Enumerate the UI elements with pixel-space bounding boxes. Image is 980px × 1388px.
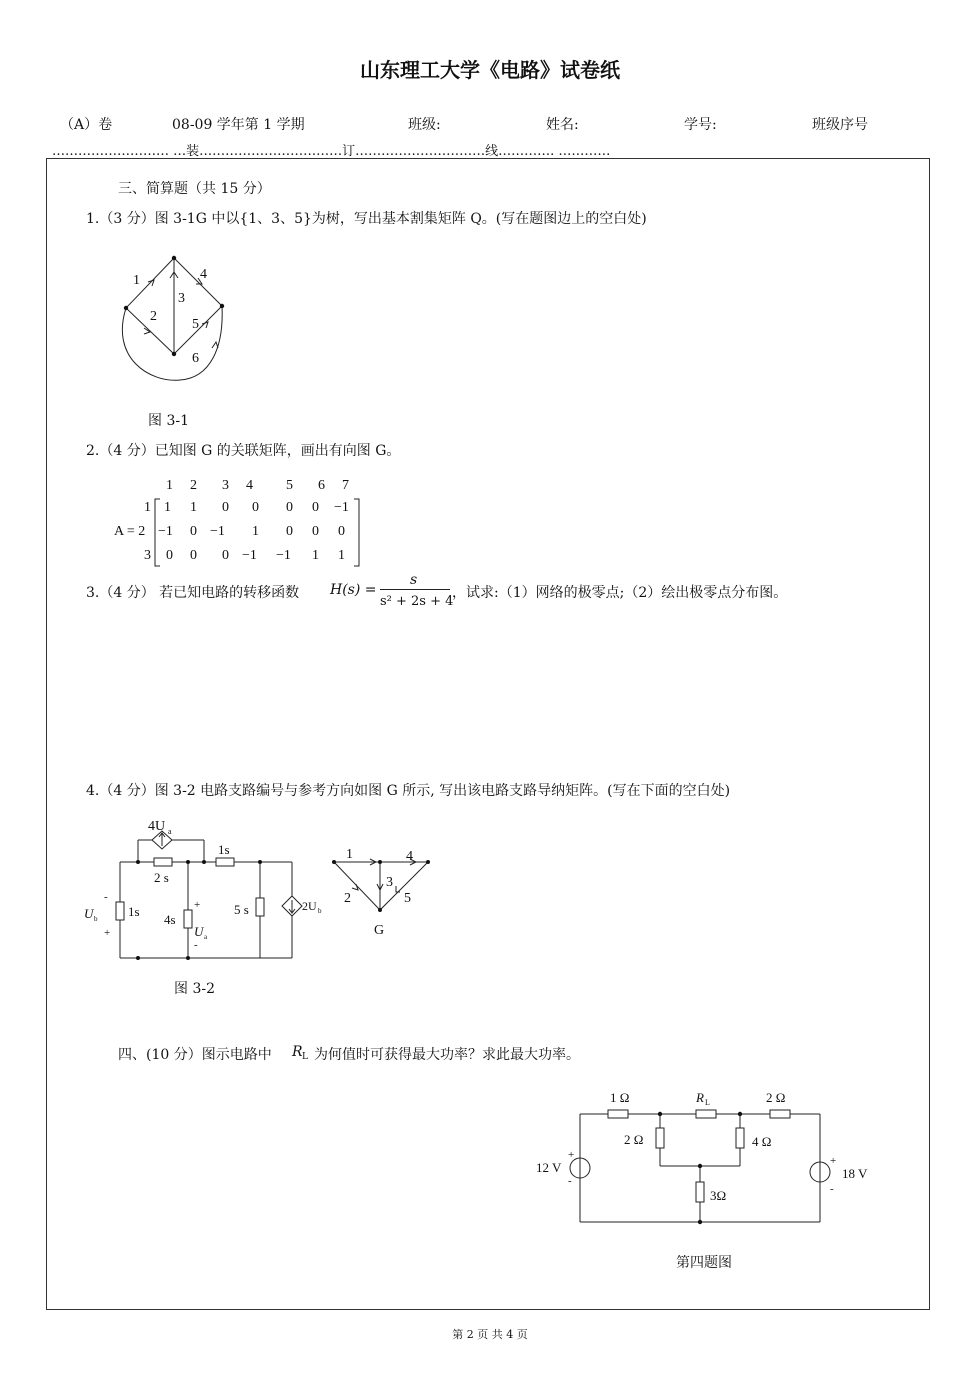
edge-label-1: 1 <box>133 273 140 288</box>
matrix-row-label-1: 1 <box>144 500 151 515</box>
figure-3-1 <box>110 248 240 388</box>
section4-rl-sub: L <box>302 1052 308 1062</box>
resistor-4s-label: 4s <box>164 912 176 927</box>
student-id-field: 学号: <box>684 117 717 133</box>
figure-3-1-caption: 图 3-1 <box>148 413 189 429</box>
ub-minus: - <box>104 891 108 903</box>
graph-g-edge-5: 5 <box>404 891 411 906</box>
graph-g-edge-1: 1 <box>346 847 353 862</box>
cell-3-3: 0 <box>222 548 229 563</box>
transfer-numerator: s <box>410 572 418 588</box>
source-12v-label: 12 V <box>536 1160 562 1175</box>
voltage-ub-sub: b <box>94 915 98 923</box>
question-3-suffix: ，试求:（1）网络的极零点;（2）绘出极零点分布图。 <box>452 585 788 601</box>
graph-g-caption: G <box>374 923 385 938</box>
source-2ub-label: 2U <box>302 899 317 913</box>
matrix-col-3: 3 <box>222 478 229 493</box>
cell-3-7: 1 <box>338 548 345 563</box>
transfer-function-label: H(s) = <box>330 582 377 598</box>
resistor-5s-label: 5 s <box>234 902 249 917</box>
paper-label: （A）卷 <box>60 117 113 133</box>
section4-heading-suffix: 为何值时可获得最大功率？求此最大功率。 <box>314 1047 580 1063</box>
matrix-col-6: 6 <box>318 478 325 493</box>
section4-rl: R <box>292 1044 303 1060</box>
seat-number-field: 班级序号 <box>812 117 868 133</box>
cell-1-4: 0 <box>252 500 259 515</box>
edge-label-3: 3 <box>178 291 185 306</box>
fraction-bar <box>380 589 450 590</box>
matrix-name: A = 2 <box>114 524 146 539</box>
cell-1-7: −1 <box>334 500 349 515</box>
ub-plus: + <box>104 927 111 939</box>
ua-plus: + <box>194 899 201 911</box>
ua-minus: - <box>194 939 198 951</box>
matrix-col-7: 7 <box>342 478 349 493</box>
cell-2-6: 0 <box>312 524 319 539</box>
cell-1-5: 0 <box>286 500 293 515</box>
matrix-col-2: 2 <box>190 478 197 493</box>
graph-g-edge-3: 3 <box>386 875 393 890</box>
source-18v-plus: + <box>830 1155 837 1167</box>
term-label: 08-09 学年第 1 学期 <box>172 117 305 133</box>
matrix-col-5: 5 <box>286 478 293 493</box>
question-1: 1.（3 分）图 3-1G 中以{1、3、5}为树，写出基本割集矩阵 Q。(写在题图边上的空白处) <box>86 211 647 227</box>
graph-g-edge-2: 2 <box>344 891 351 906</box>
source-2ub-sub: b <box>318 907 322 915</box>
page-title: 山东理工大学《电路》试卷纸 <box>360 58 620 82</box>
matrix-col-4: 4 <box>246 478 253 493</box>
source-12v-minus: - <box>568 1175 572 1187</box>
cell-3-1: 0 <box>166 548 173 563</box>
edge-label-6: 6 <box>192 351 199 366</box>
incidence-matrix <box>112 478 372 570</box>
page-footer: 第 2 页 共 4 页 <box>452 1328 528 1341</box>
figure-3-2-caption: 图 3-2 <box>174 981 215 997</box>
cell-2-4: 1 <box>252 524 259 539</box>
source-4ua-sub: a <box>168 827 172 836</box>
cell-2-7: 0 <box>338 524 345 539</box>
section3-heading: 三、简算题（共 15 分） <box>118 181 271 197</box>
cell-1-2: 1 <box>190 500 197 515</box>
class-field: 班级: <box>408 117 441 133</box>
binding-line: ……………………… …装……………………………订…………………………线…………. ………… <box>52 144 611 159</box>
question-3-prefix: 3.（4 分） 若已知电路的转移函数 <box>86 585 300 601</box>
question-2: 2.（4 分）已知图 G 的关联矩阵，画出有向图 G。 <box>86 443 401 459</box>
figure-3-2-circuit <box>80 812 340 972</box>
resistor-1ohm-label: 1 Ω <box>610 1090 630 1105</box>
edge-label-4: 4 <box>200 267 207 282</box>
resistor-1s-left-label: 1s <box>128 904 140 919</box>
source-4ua-label: 4U <box>148 819 166 834</box>
cell-2-1: −1 <box>158 524 173 539</box>
cell-1-3: 0 <box>222 500 229 515</box>
cell-2-2: 0 <box>190 524 197 539</box>
source-18v-label: 18 V <box>842 1166 868 1181</box>
edge-label-2: 2 <box>150 309 157 324</box>
voltage-ua-sub: a <box>204 933 208 941</box>
voltage-ub-label: U <box>84 906 94 921</box>
cell-1-6: 0 <box>312 500 319 515</box>
cell-2-3: −1 <box>210 524 225 539</box>
resistor-rl-label: R <box>696 1090 704 1105</box>
edge-label-5: 5 <box>192 317 199 332</box>
cell-3-6: 1 <box>312 548 319 563</box>
section4-circuit <box>530 1084 880 1234</box>
voltage-ua-label: U <box>194 924 204 939</box>
resistor-rl-sub: L <box>705 1098 710 1107</box>
graph-g <box>330 844 440 940</box>
resistor-3ohm-label: 3Ω <box>710 1188 727 1203</box>
question-4: 4.（4 分）图 3-2 电路支路编号与参考方向如图 G 所示, 写出该电路支路导纳矩阵。(写在下面的空白处) <box>86 783 731 799</box>
name-field: 姓名: <box>546 117 579 133</box>
graph-g-edge-4: 4 <box>406 849 413 864</box>
cell-3-5: −1 <box>276 548 291 563</box>
cell-1-1: 1 <box>164 500 171 515</box>
resistor-2ohm-mid-label: 2 Ω <box>624 1132 644 1147</box>
cell-2-5: 0 <box>286 524 293 539</box>
source-18v-minus: - <box>830 1183 834 1195</box>
resistor-2ohm-top-label: 2 Ω <box>766 1090 786 1105</box>
cell-3-4: −1 <box>242 548 257 563</box>
transfer-denominator: s² + 2s + 4 <box>380 594 454 609</box>
resistor-2s-label: 2 s <box>154 870 169 885</box>
source-12v-plus: + <box>568 1149 575 1161</box>
cell-3-2: 0 <box>190 548 197 563</box>
resistor-1s-top-label: 1s <box>218 842 230 857</box>
resistor-4ohm-label: 4 Ω <box>752 1134 772 1149</box>
matrix-col-1: 1 <box>166 478 173 493</box>
section4-figure-caption: 第四题图 <box>676 1255 732 1271</box>
matrix-row-label-3: 3 <box>144 548 151 563</box>
section4-heading-prefix: 四、(10 分）图示电路中 <box>118 1047 272 1063</box>
